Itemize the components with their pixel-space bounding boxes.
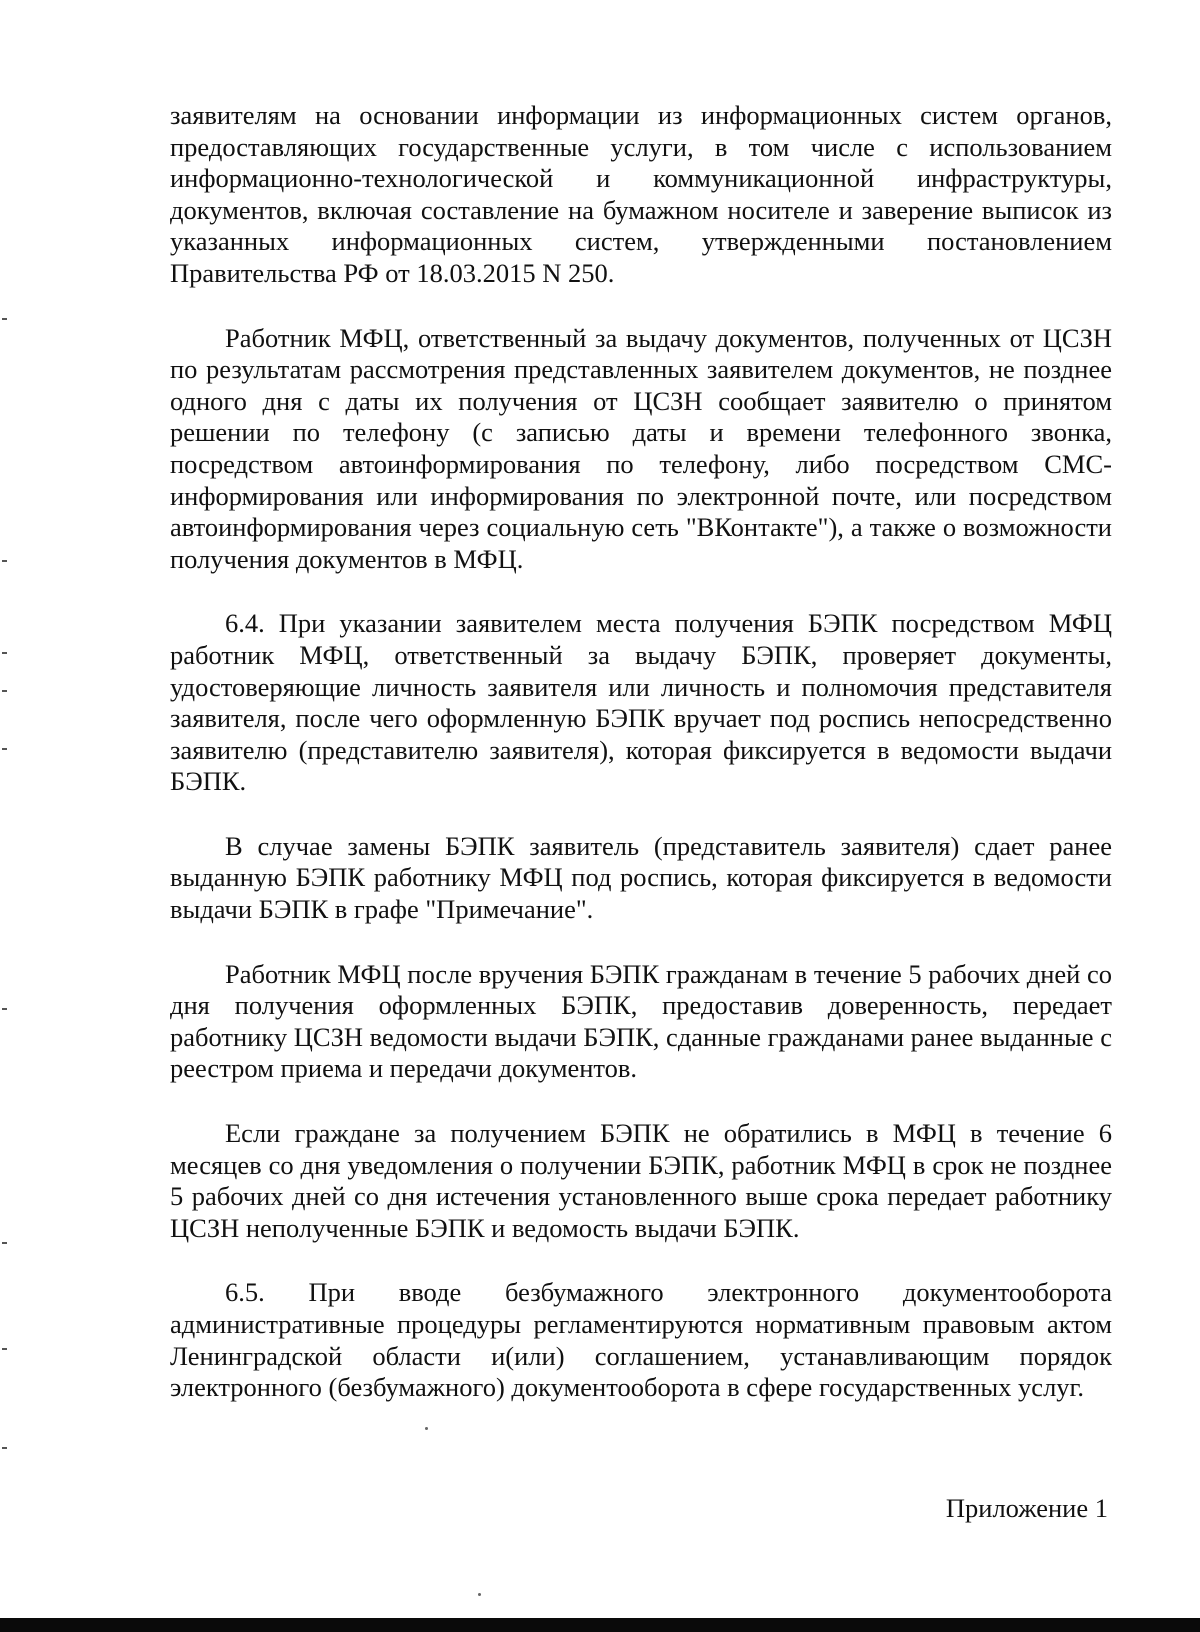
scan-bottom-edge xyxy=(0,1618,1200,1632)
scan-speck xyxy=(425,1427,428,1430)
scan-mark xyxy=(2,318,7,320)
scan-edge-marks xyxy=(0,0,14,1632)
scan-mark xyxy=(2,1447,7,1449)
paragraph-unclaimed-cards: Если граждане за получением БЭПК не обратились в МФЦ в течение 6 месяцев со дня уведомления о получении БЭПК, работник МФЦ в срок не позднее 5 рабочих дней со дня истечения установленного выше срока передает работнику ЦСЗН неполученные БЭПК и ведомость выдачи БЭПК. xyxy=(170,1118,1112,1243)
scan-mark xyxy=(2,1008,7,1010)
paragraph-mfc-notification: Работник МФЦ, ответственный за выдачу документов, полученных от ЦСЗН по результатам рассмотрения представленных заявителем документов, не позднее одного дня с даты их получения от ЦСЗН сообщает заявителю о принятом решении по телефону (с записью даты и времени телефонного звонка, посредством автоинформирования по телефону, либо посредством СМС-информирования или информирования по электронной почте, или посредством автоинформирования через социальную сеть "ВКонтакте"), а также о возможности получения документов в МФЦ. xyxy=(170,322,1112,574)
paragraph-section-6-5: 6.5. При вводе безбумажного электронного документооборота административные процедуры регламентируются нормативным правовым актом Ленинградской области и(или) соглашением, устанавливающим порядок электронного (безбумажного) документооборота в сфере государственных услуг. xyxy=(170,1277,1112,1403)
scan-mark xyxy=(2,1348,7,1350)
paragraph-section-6-4: 6.4. При указании заявителем места получения БЭПК посредством МФЦ работник МФЦ, ответственный за выдачу БЭПК, проверяет документы, удостоверяющие личность заявителя или личность и полномочия представителя заявителя, после чего оформленную БЭПК вручает под роспись непосредственно заявителю (представителю заявителя), которая фиксируется в ведомости выдачи БЭПК. xyxy=(170,608,1112,797)
paragraph-transfer-statements: Работник МФЦ после вручения БЭПК гражданам в течение 5 рабочих дней со дня получения оформленных БЭПК, предоставив доверенность, передает работнику ЦСЗН ведомости выдачи БЭПК, сданные гражданами ранее выданные с реестром приема и передачи документов. xyxy=(170,958,1112,1084)
scan-mark xyxy=(2,652,7,654)
paragraph-card-replacement: В случае замены БЭПК заявитель (представитель заявителя) сдает ранее выданную БЭПК работнику МФЦ под роспись, которая фиксируется в ведомости выдачи БЭПК в графе "Примечание". xyxy=(170,830,1112,925)
scan-mark xyxy=(2,560,7,562)
scan-mark xyxy=(2,1242,7,1244)
scan-speck xyxy=(478,1593,481,1596)
appendix-label: Приложение 1 xyxy=(945,1493,1108,1523)
document-body xyxy=(170,100,1112,1437)
scan-mark xyxy=(2,748,7,750)
paragraph-continuation: заявителям на основании информации из информационных систем органов, предоставляющих государственные услуги, в том числе с использованием информационно-технологической и коммуникационной инфраструктуры, документов, включая составление на бумажном носителе и заверение выписок из указанных информационных систем, утвержденными постановлением Правительства РФ от 18.03.2015 N 250. xyxy=(170,100,1112,288)
scan-mark xyxy=(2,690,7,692)
